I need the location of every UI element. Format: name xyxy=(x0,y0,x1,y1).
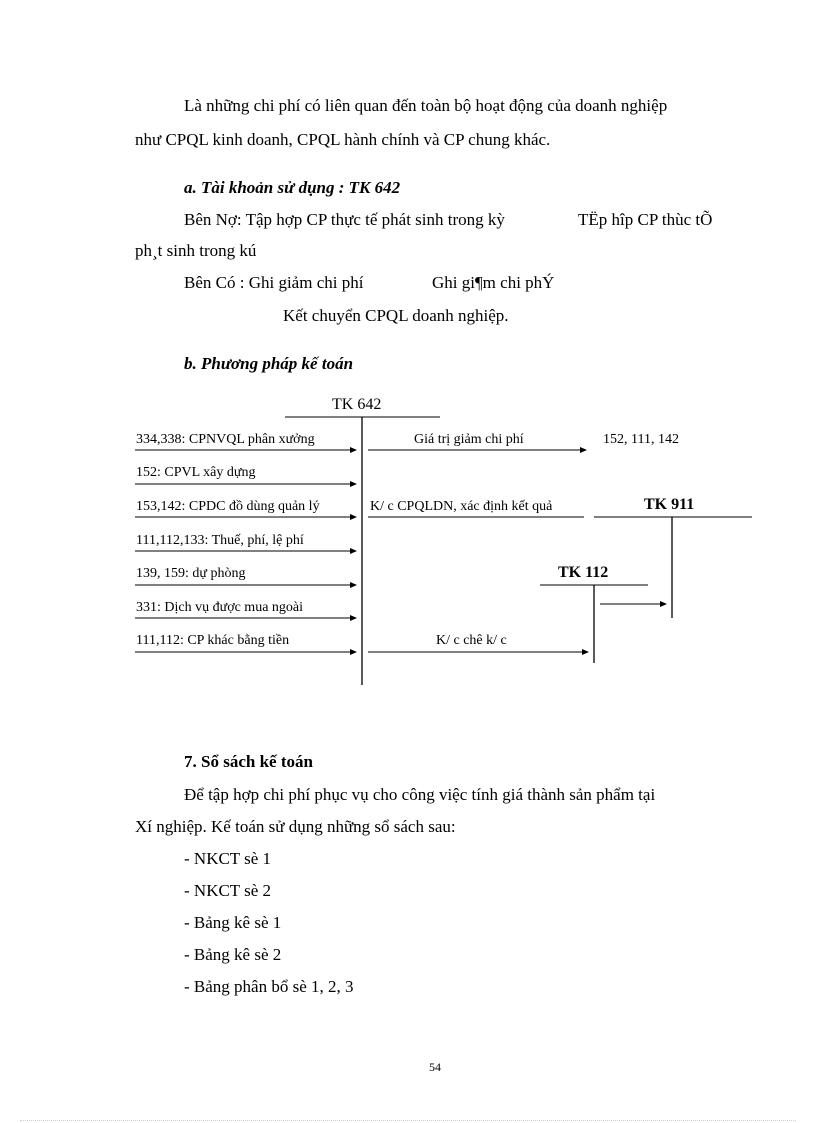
transfer-line: Kết chuyển CPQL doanh nghiệp. xyxy=(283,306,509,325)
tk911-label: TK 911 xyxy=(644,496,695,513)
debit-garbled-1: TËp hîp CP thùc tÕ xyxy=(578,210,713,229)
tk642-label: TK 642 xyxy=(332,396,382,413)
book-item-4: - Bảng kê sè 2 xyxy=(184,945,282,964)
debit-line: Bên Nợ: Tập hợp CP thực tế phát sinh trong kỳ xyxy=(184,210,505,229)
intro-line-1: Là những chi phí có liên quan đến toàn bộ hoạt động của doanh nghiệp xyxy=(184,96,668,115)
book-item-2: - NKCT sè 2 xyxy=(184,881,272,900)
reduction-label: Giá trị giảm chi phí xyxy=(414,432,524,447)
debit-entry-1: 334,338: CPNVQL phân xưởng xyxy=(136,432,315,447)
book-item-3: - Bảng kê sè 1 xyxy=(184,913,282,932)
page-number: 54 xyxy=(429,1060,441,1074)
intro-line-2: như CPQL kinh doanh, CPQL hành chính và CP chung khác. xyxy=(135,130,551,149)
reduction-accounts: 152, 111, 142 xyxy=(603,432,679,447)
section-7-line-1: Để tập hợp chi phí phục vụ cho công việc tính giá thành sản phẩm tại xyxy=(184,785,656,804)
carry-label: K/ c chê k/ c xyxy=(436,633,507,648)
debit-garbled-2: ph¸t sinh trong kú xyxy=(135,241,257,260)
debit-entry-5: 139, 159: dự phòng xyxy=(136,566,246,581)
book-item-1: - NKCT sè 1 xyxy=(184,849,272,868)
debit-entry-6: 331: Dịch vụ được mua ngoài xyxy=(136,600,304,615)
credit-garbled: Ghi gi¶m chi phÝ xyxy=(432,273,555,292)
section-b-heading: b. Phương pháp kế toán xyxy=(184,354,354,373)
credit-line: Bên Có : Ghi giảm chi phí xyxy=(184,273,364,292)
book-item-5: - Bảng phân bổ sè 1, 2, 3 xyxy=(184,977,354,996)
debit-entry-7: 111,112: CP khác bằng tiền xyxy=(136,633,290,648)
section-7-line-2: Xí nghiệp. Kế toán sử dụng những sổ sách sau: xyxy=(135,817,456,836)
section-7-heading: 7. Sổ sách kế toán xyxy=(184,752,313,771)
transfer-label: K/ c CPQLDN, xác định kết quả xyxy=(370,499,553,514)
tk112-label: TK 112 xyxy=(558,564,609,581)
page-bottom-divider xyxy=(20,1120,796,1121)
debit-entry-2: 152: CPVL xây dựng xyxy=(136,465,256,480)
section-a-heading: a. Tài khoản sử dụng : TK 642 xyxy=(184,178,401,197)
debit-entry-3: 153,142: CPDC đồ dùng quản lý xyxy=(136,499,320,514)
debit-entry-4: 111,112,133: Thuế, phí, lệ phí xyxy=(136,533,304,548)
